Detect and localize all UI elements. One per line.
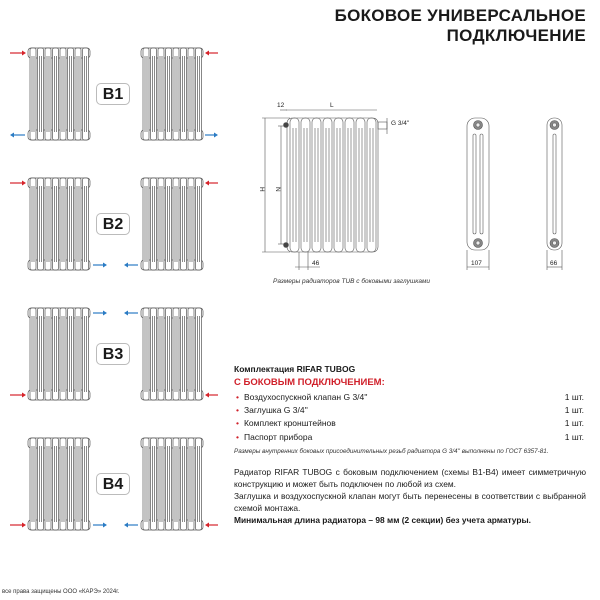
description-p2: Заглушка и воздухоспускной клапан могут быть перенесены в соответствии с выбранной схемой монтажа. xyxy=(234,491,586,514)
flow-arrow-icon xyxy=(124,311,138,316)
radiator-icon xyxy=(28,48,90,140)
flow-arrow-icon xyxy=(205,51,218,56)
dim-l: L xyxy=(330,102,334,109)
dim-46: 46 xyxy=(312,260,320,267)
side-view-66 xyxy=(547,118,562,270)
flow-arrow-icon xyxy=(205,393,218,398)
kit-subheading: С БОКОВЫМ ПОДКЛЮЧЕНИЕМ: xyxy=(234,377,385,388)
scheme-label: B3 xyxy=(96,343,130,365)
item-qty: 1 шт. xyxy=(564,404,584,415)
scheme-label: B2 xyxy=(96,213,130,235)
thread-note: Размеры внутренних боковых присоединительных резьб радиатора G 3/4'' выполнены по ГОСТ 6357-81. xyxy=(234,448,549,456)
description xyxy=(234,466,586,526)
item-name: • Заглушка G 3/4'' xyxy=(234,405,308,415)
dim-12: 12 xyxy=(277,102,285,109)
kit-heading: Комплектация RIFAR TUBOG xyxy=(234,364,356,374)
description-p3: Минимальная длина радиатора – 98 мм (2 секции) без учета арматуры. xyxy=(234,515,531,526)
radiator-icon xyxy=(141,48,203,140)
dim-h: H xyxy=(258,187,265,192)
item-name: • Воздухоспускной клапан G 3/4'' xyxy=(234,392,368,402)
list-item xyxy=(234,403,584,416)
radiator-icon xyxy=(141,438,203,530)
dim-66: 66 xyxy=(550,260,558,267)
copyright: все права защищены ООО «КАРЭ» 2024г. xyxy=(2,589,120,595)
flow-arrow-icon xyxy=(205,133,218,138)
radiator-icon xyxy=(28,438,90,530)
flow-arrow-icon xyxy=(93,263,107,268)
flow-arrow-icon xyxy=(93,311,107,316)
flow-arrow-icon xyxy=(124,523,138,528)
scheme-label: B1 xyxy=(96,83,130,105)
item-qty: 1 шт. xyxy=(564,391,584,402)
radiator-icon xyxy=(141,178,203,270)
radiator-icon xyxy=(28,308,90,400)
list-item xyxy=(234,390,584,403)
scheme-b4 xyxy=(0,434,225,534)
flow-arrow-icon xyxy=(93,523,107,528)
item-qty: 1 шт. xyxy=(564,431,584,442)
radiator-icon xyxy=(28,178,90,270)
drawing-caption: Размеры радиаторов TUB с боковыми заглушками xyxy=(273,278,431,285)
radiator-technical-drawing xyxy=(250,92,600,277)
list-item xyxy=(234,417,584,430)
list-item xyxy=(234,430,584,443)
page-title xyxy=(335,6,586,46)
side-view-107 xyxy=(467,118,489,270)
item-qty: 1 шт. xyxy=(564,418,584,429)
title-line-2: ПОДКЛЮЧЕНИЕ xyxy=(446,26,586,45)
item-name: • Комплект кронштейнов xyxy=(234,418,336,428)
thread-label: G 3/4'' xyxy=(391,120,410,127)
scheme-b3 xyxy=(0,304,225,404)
item-name: • Паспорт прибора xyxy=(234,432,312,442)
description-p1: Радиатор RIFAR TUBOG с боковым подключением (схемы B1-B4) имеет симметричную конструкцию и может быть подключен по любой из схем. xyxy=(234,467,586,490)
title-line-1: БОКОВОЕ УНИВЕРСАЛЬНОЕ xyxy=(334,6,586,25)
scheme-b1 xyxy=(0,44,225,144)
flow-arrow-icon xyxy=(10,523,26,528)
flow-arrow-icon xyxy=(10,133,25,138)
flow-arrow-icon xyxy=(205,523,218,528)
flow-arrow-icon xyxy=(205,181,218,186)
flow-arrow-icon xyxy=(10,51,26,56)
flow-arrow-icon xyxy=(10,393,26,398)
scheme-b2 xyxy=(0,174,225,274)
dim-107: 107 xyxy=(471,260,482,267)
radiator-icon xyxy=(141,308,203,400)
dim-n: N xyxy=(274,187,281,192)
scheme-label: B4 xyxy=(96,473,130,495)
flow-arrow-icon xyxy=(10,181,26,186)
flow-arrow-icon xyxy=(124,263,138,268)
kit-section xyxy=(234,364,584,455)
